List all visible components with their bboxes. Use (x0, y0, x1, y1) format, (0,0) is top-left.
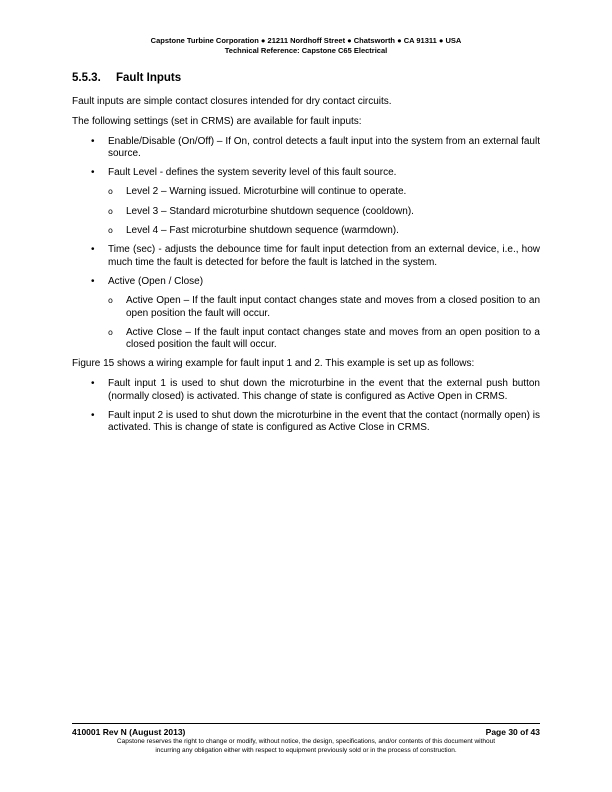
page-header (0, 36, 612, 56)
bullet-marker: • (91, 135, 95, 147)
sub-list-item-text: Level 2 – Warning issued. Microturbine will continue to operate. (126, 186, 407, 198)
page-footer (72, 723, 540, 755)
sub-bullet-marker: o (108, 327, 113, 337)
section-heading (72, 71, 540, 85)
page-number: Page 30 of 43 (485, 727, 540, 737)
examples-list (72, 378, 540, 434)
list-item-text: Fault Level - defines the system severity level of this fault source. (108, 167, 397, 179)
footer-disclaimer-line: Capstone reserves the right to change or modify, without notice, the design, specifications, and/or contents of this document without (116, 738, 496, 745)
sub-list-item-text: Level 4 – Fast microturbine shutdown sequence (warmdown). (126, 225, 399, 237)
bullet-marker: • (91, 167, 95, 179)
sub-list-item (108, 327, 540, 352)
footer-disclaimer (72, 738, 540, 755)
list-item (72, 136, 540, 161)
page-content (72, 71, 540, 441)
section-title: Fault Inputs (116, 72, 182, 84)
sub-list-item-text: Level 3 – Standard microturbine shutdown sequence (cooldown). (126, 205, 414, 217)
bullet-marker: • (91, 244, 95, 256)
settings-list (72, 136, 540, 352)
sub-list-item (108, 295, 540, 320)
bullet-marker: • (91, 275, 95, 287)
header-company-line: Capstone Turbine Corporation ● 21211 Nordhoff Street ● Chatsworth ● CA 91311 ● USA (150, 36, 462, 45)
bullet-marker: • (91, 409, 95, 421)
list-item (72, 244, 540, 269)
intro-paragraph: Fault inputs are simple contact closures intended for dry contact circuits. (72, 96, 392, 107)
section-number: 5.5.3. (72, 72, 101, 84)
header-reference-line: Technical Reference: Capstone C65 Electrical (224, 46, 388, 55)
active-mode-sublist (108, 295, 540, 351)
footer-disclaimer-line: incurring any obligation either with respect to equipment previously sold or in the process of construction. (155, 746, 457, 754)
list-item (72, 410, 540, 435)
list-item (72, 378, 540, 403)
list-item (72, 167, 540, 237)
sub-bullet-marker: o (108, 206, 113, 216)
sub-list-item-text: Active Close – If the fault input contact changes state and moves from an open position to a closed position the fault will occur. (126, 326, 540, 351)
bullet-marker: • (91, 378, 95, 390)
footer-row (72, 727, 540, 737)
list-item (72, 276, 540, 351)
sub-list-item (108, 186, 540, 198)
settings-intro-paragraph: The following settings (set in CRMS) are available for fault inputs: (72, 115, 362, 127)
list-item-text: Time (sec) - adjusts the debounce time for fault input detection from an external device, i.e., how much time the fault is detected for before the fault is latched in the system. (108, 244, 540, 268)
document-revision: 410001 Rev N (August 2013) (72, 727, 186, 737)
list-item-text: Enable/Disable (On/Off) – If On, control detects a fault input into the system from an external fault source. (108, 135, 540, 159)
list-item-text: Fault input 1 is used to shut down the microturbine in the event that the external push button (normally closed) is activated. This change of state is configured as Active Open in CRMS. (108, 378, 540, 402)
figure-reference-paragraph: Figure 15 shows a wiring example for fault input 1 and 2. This example is set up as follows: (72, 358, 475, 370)
sub-bullet-marker: o (108, 226, 113, 236)
sub-bullet-marker: o (108, 187, 113, 197)
sub-list-item (108, 206, 540, 218)
sub-list-item-text: Active Open – If the fault input contact changes state and moves from a closed position to an open position the fault will occur. (126, 295, 540, 319)
sub-bullet-marker: o (108, 296, 113, 306)
list-item-text: Active (Open / Close) (108, 275, 204, 287)
fault-level-sublist (108, 186, 540, 237)
list-item-text: Fault input 2 is used to shut down the microturbine in the event that the contact (normally open) is activated. This is change of state is configured as Active Close in CRMS. (108, 409, 540, 434)
sub-list-item (108, 225, 540, 237)
